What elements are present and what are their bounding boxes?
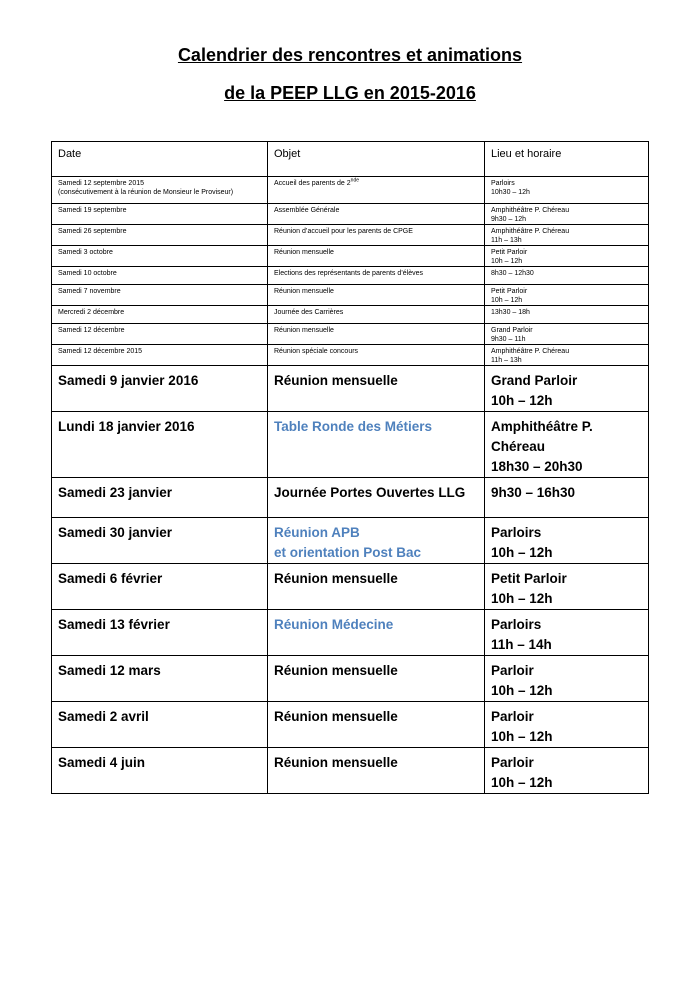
cell-date: Samedi 6 février [52,564,268,610]
header-lieu: Lieu et horaire [485,142,649,177]
cell-lieu: Parloirs 10h30 – 12h [485,177,649,204]
cell-date: Lundi 18 janvier 2016 [52,412,268,478]
cell-date: Samedi 10 octobre [52,267,268,285]
cell-lieu: Petit Parloir 10h – 12h [485,564,649,610]
cell-date: Samedi 19 septembre [52,204,268,225]
cell-date: Samedi 12 mars [52,656,268,702]
cell-lieu: 8h30 – 12h30 [485,267,649,285]
cell-objet: Réunion mensuelle [268,564,485,610]
cell-lieu: Parloirs 10h – 12h [485,518,649,564]
cell-date: Samedi 3 octobre [52,246,268,267]
calendar-table [51,141,649,794]
cell-date: Samedi 12 septembre 2015 (consécutivement à la réunion de Monsieur le Proviseur) [52,177,268,204]
table-row [52,702,649,748]
table-row [52,345,649,366]
cell-date: Samedi 9 janvier 2016 [52,366,268,412]
table-header-row [52,142,649,177]
cell-objet: Table Ronde des Métiers [268,412,485,478]
cell-objet: Réunion mensuelle [268,656,485,702]
cell-date: Samedi 12 décembre 2015 [52,345,268,366]
cell-lieu: Petit Parloir 10h – 12h [485,246,649,267]
cell-objet: Réunion mensuelle [268,366,485,412]
cell-lieu: Amphithéâtre P. Chéreau 9h30 – 12h [485,204,649,225]
cell-date: Samedi 23 janvier [52,478,268,518]
table-row [52,366,649,412]
cell-objet: Réunion mensuelle [268,324,485,345]
page-title-line-1: Calendrier des rencontres et animations [177,45,523,65]
cell-lieu: 13h30 – 18h [485,306,649,324]
cell-objet: Journée des Carrières [268,306,485,324]
cell-objet: Assemblée Générale [268,204,485,225]
table-row [52,656,649,702]
table-row [52,177,649,204]
cell-objet: Réunion Médecine [268,610,485,656]
table-row [52,285,649,306]
header-date: Date [52,142,268,177]
table-row [52,478,649,518]
table-row [52,748,649,794]
page-title-line-2: de la PEEP LLG en 2015-2016 [224,83,476,103]
table-row [52,610,649,656]
cell-date: Mercredi 2 décembre [52,306,268,324]
table-row [52,412,649,478]
cell-objet: Journée Portes Ouvertes LLG [268,478,485,518]
cell-lieu: Parloir 10h – 12h [485,748,649,794]
cell-objet: Réunion mensuelle [268,748,485,794]
header-objet: Objet [268,142,485,177]
cell-date: Samedi 26 septembre [52,225,268,246]
cell-date: Samedi 13 février [52,610,268,656]
table-row [52,564,649,610]
table-row [52,246,649,267]
cell-objet: Réunion mensuelle [268,246,485,267]
cell-date: Samedi 7 novembre [52,285,268,306]
table-row [52,267,649,285]
cell-lieu: Parloir 10h – 12h [485,702,649,748]
cell-date: Samedi 12 décembre [52,324,268,345]
table-row [52,324,649,345]
cell-date: Samedi 4 juin [52,748,268,794]
cell-lieu: Parloirs 11h – 14h [485,610,649,656]
cell-objet: Réunion spéciale concours [268,345,485,366]
table-row [52,306,649,324]
table-row [52,225,649,246]
cell-lieu: Parloir 10h – 12h [485,656,649,702]
cell-date: Samedi 2 avril [52,702,268,748]
cell-objet: Elections des représentants de parents d’élèves [268,267,485,285]
cell-lieu: Amphithéâtre P. Chéreau 11h – 13h [485,225,649,246]
cell-lieu: Amphithéâtre P. Chéreau 18h30 – 20h30 [485,412,649,478]
cell-lieu: Grand Parloir 9h30 – 11h [485,324,649,345]
cell-lieu: Amphithéâtre P. Chéreau 11h – 13h [485,345,649,366]
cell-date: Samedi 30 janvier [52,518,268,564]
cell-lieu: Grand Parloir 10h – 12h [485,366,649,412]
cell-lieu: Petit Parloir 10h – 12h [485,285,649,306]
cell-objet: Accueil des parents de 2nde [268,177,485,204]
table-row [52,518,649,564]
cell-objet: Réunion mensuelle [268,702,485,748]
cell-objet: Réunion d’accueil pour les parents de CPGE [268,225,485,246]
superscript: nde [350,177,360,184]
cell-objet: Réunion mensuelle [268,285,485,306]
cell-lieu: 9h30 – 16h30 [485,478,649,518]
cell-objet: Réunion APB et orientation Post Bac [268,518,485,564]
table-row [52,204,649,225]
